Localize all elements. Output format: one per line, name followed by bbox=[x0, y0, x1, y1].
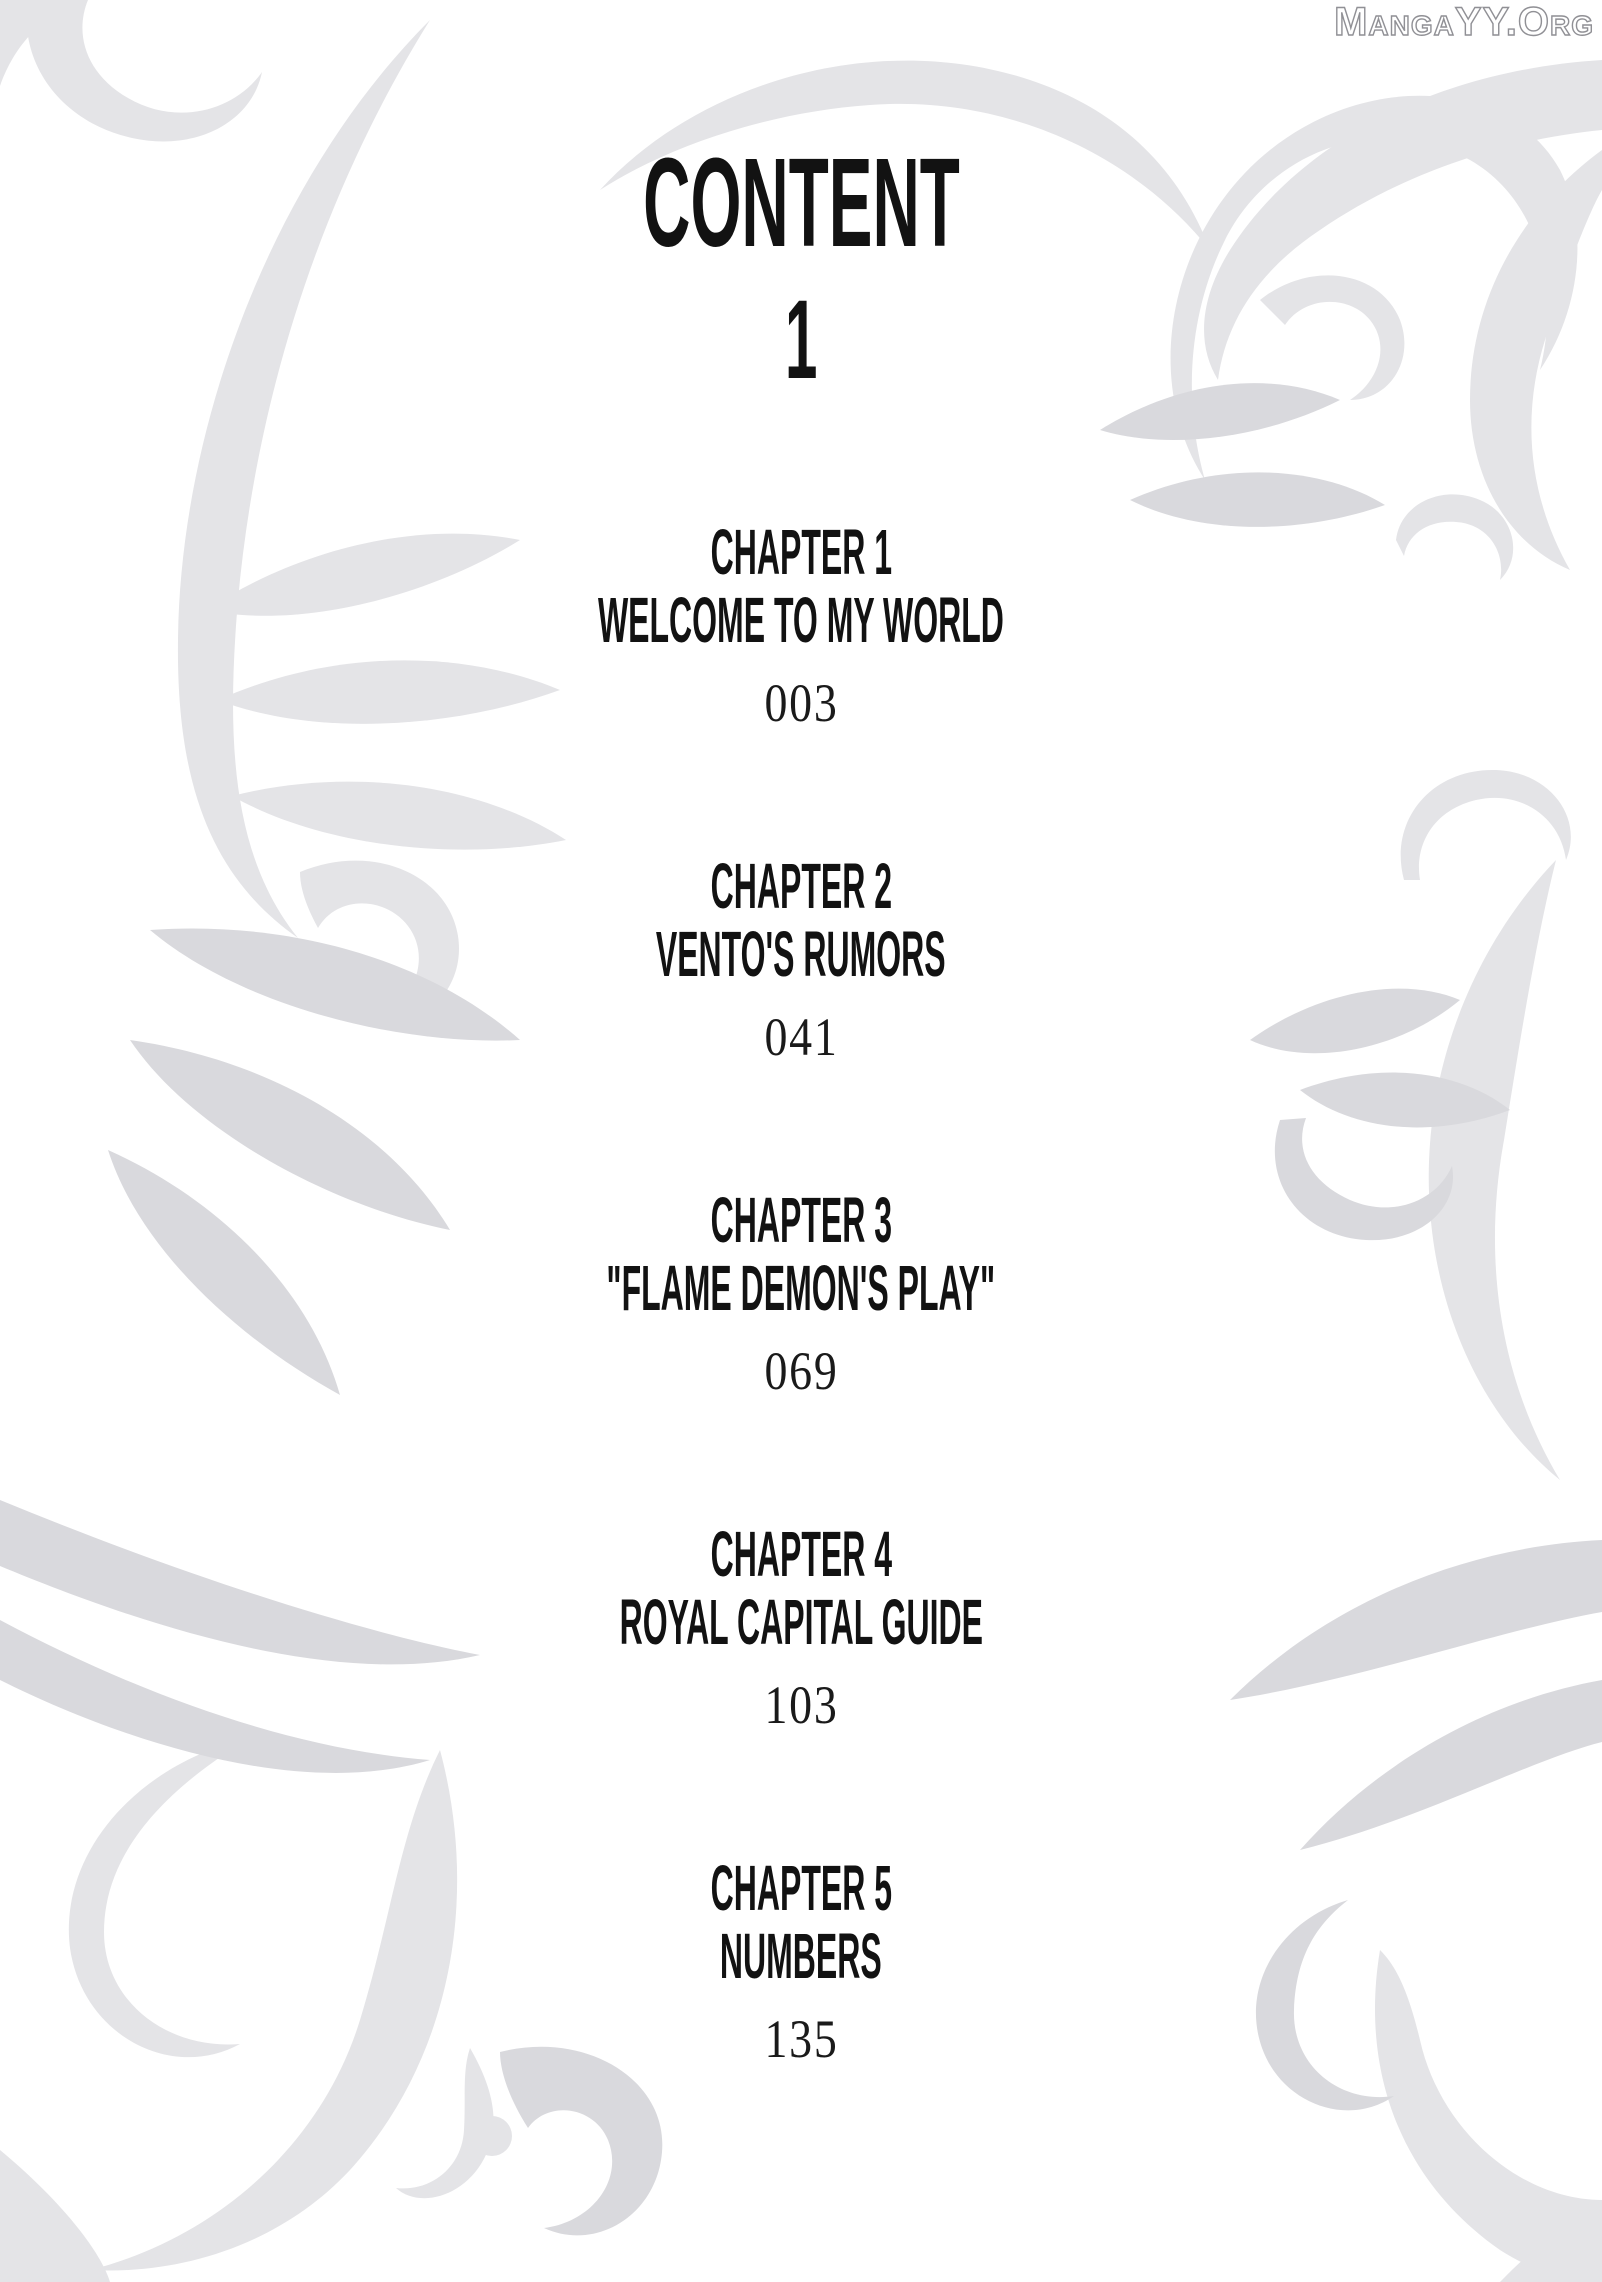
chapter-heading: CHAPTER 5 bbox=[710, 1852, 892, 1924]
chapter-page-number: 103 bbox=[764, 1675, 838, 1735]
chapter-title: WELCOME TO MY WORLD bbox=[598, 584, 1004, 656]
chapter-heading: CHAPTER 1 bbox=[710, 516, 892, 588]
chapter-title: "FLAME DEMON'S PLAY" bbox=[606, 1252, 996, 1324]
title-block bbox=[0, 0, 1602, 402]
chapter-heading: CHAPTER 4 bbox=[710, 1518, 892, 1590]
chapter-entry-1 bbox=[0, 516, 1602, 733]
chapter-entry-5 bbox=[0, 1852, 1602, 2069]
watermark: MangaYY.Org bbox=[1334, 0, 1594, 44]
chapter-title: VENTO'S RUMORS bbox=[656, 918, 946, 990]
chapter-entry-3 bbox=[0, 1184, 1602, 1401]
chapter-entry-2 bbox=[0, 850, 1602, 1067]
page-title bbox=[0, 132, 1602, 273]
chapter-page-number: 003 bbox=[764, 673, 838, 733]
chapter-title: ROYAL CAPITAL GUIDE bbox=[619, 1586, 983, 1658]
page-title-text: CONTENT bbox=[642, 132, 960, 273]
volume-number bbox=[0, 277, 1602, 402]
chapter-entry-4 bbox=[0, 1518, 1602, 1735]
chapter-page-number: 041 bbox=[764, 1007, 838, 1067]
chapter-page-number: 069 bbox=[764, 1341, 838, 1401]
volume-number-text: 1 bbox=[784, 277, 818, 402]
chapter-page-number: 135 bbox=[764, 2009, 838, 2069]
chapter-title: NUMBERS bbox=[720, 1920, 882, 1992]
chapter-heading: CHAPTER 2 bbox=[710, 850, 892, 922]
chapter-heading: CHAPTER 3 bbox=[710, 1184, 892, 1256]
